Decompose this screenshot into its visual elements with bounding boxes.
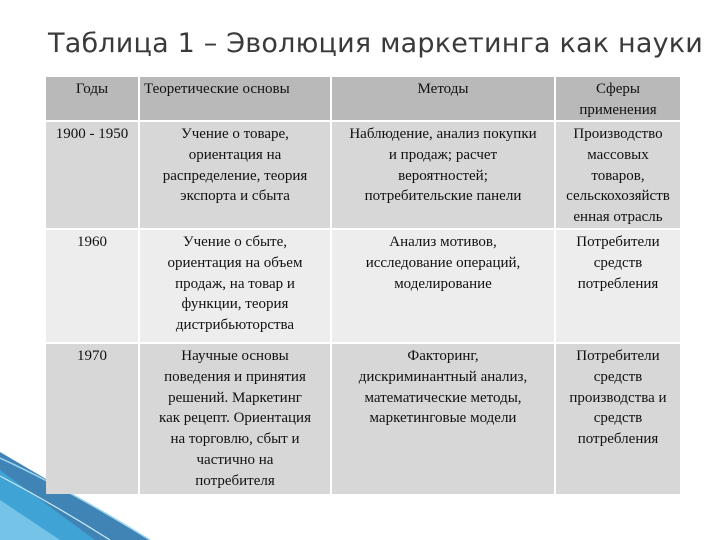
slide-title: Таблица 1 – Эволюция маркетинга как науки <box>48 28 704 59</box>
cell-areas: Потребители средств потребления <box>556 230 680 342</box>
header-years: Годы <box>46 77 138 120</box>
cell-theory: Учение о товаре, ориентация на распределение, теория экспорта и сбыта <box>140 122 330 228</box>
header-theory: Теоретические основы <box>140 77 330 120</box>
header-methods: Методы <box>332 77 554 120</box>
cell-areas: Потребители средств производства и средств потребления <box>556 344 680 494</box>
cell-theory: Научные основы поведения и принятия решений. Маркетинг как рецепт. Ориентация на торговлю, сбыт и частично на потребителя <box>140 344 330 494</box>
cell-years: 1960 <box>46 230 138 342</box>
cell-methods: Наблюдение, анализ покупки и продаж; расчет вероятностей; потребительские панели <box>332 122 554 228</box>
header-areas: Сферы применения <box>556 77 680 120</box>
cell-methods: Факторинг, дискриминантный анализ, математические методы, маркетинговые модели <box>332 344 554 494</box>
cell-methods: Анализ мотивов, исследование операций, моделирование <box>332 230 554 342</box>
table-row <box>46 122 680 228</box>
table-row <box>46 344 680 494</box>
cell-years: 1900 - 1950 <box>46 122 138 228</box>
cell-years: 1970 <box>46 344 138 494</box>
marketing-evolution-table <box>44 75 682 496</box>
table-row <box>46 230 680 342</box>
table-header-row <box>46 77 680 120</box>
cell-areas: Производство массовых товаров, сельскохозяйств енная отрасль <box>556 122 680 228</box>
cell-theory: Учение о сбыте, ориентация на объем продаж, на товар и функции, теория дистрибьюторства <box>140 230 330 342</box>
